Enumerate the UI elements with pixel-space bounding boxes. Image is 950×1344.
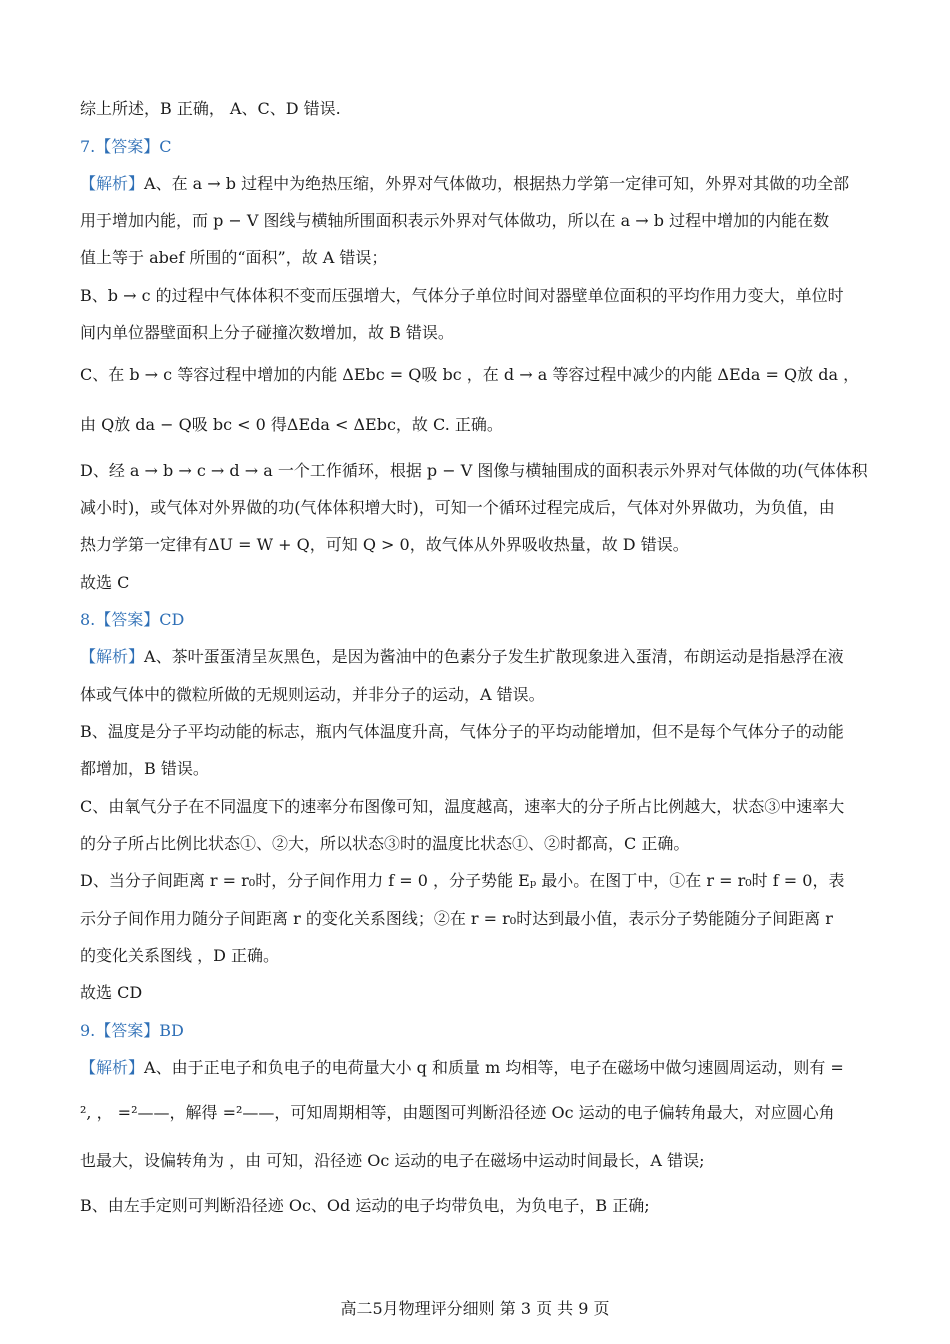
text-line: ², ， =²——，解得 =²——，可知周期相等，由题图可判断沿径迹 Oc 运动的电子偏转角最大，对应圆心角: [80, 1103, 835, 1122]
text-line: 由 Q放 da − Q吸 bc < 0 得ΔEda < ΔEbc，故 C. 正确。: [80, 415, 503, 434]
text-line: 体或气体中的微粒所做的无规则运动，并非分子的运动，A 错误。: [80, 685, 545, 704]
answer-heading: 8.【答案】CD: [80, 610, 185, 629]
answer-heading: 7.【答案】C: [80, 137, 172, 156]
text-line: 用于增加内能，而 p − V 图线与横轴所围面积表示外界对气体做功，所以在 a → b 过程中增加的内能在数: [80, 211, 830, 230]
text-line: B、由左手定则可判断沿径迹 Oc、Od 运动的电子均带负电，为负电子，B 正确;: [80, 1196, 650, 1215]
text-line: 也最大，设偏转角为 ，由 可知，沿径迹 Oc 运动的电子在磁场中运动时间最长，A 错误;: [80, 1151, 705, 1170]
analysis-line: 【解析】A、在 a → b 过程中为绝热压缩，外界对气体做功，根据热力学第一定律可知，外界对其做的功全部: [80, 174, 850, 193]
formula-continuation: ， =²——，解得 =²——，可知周期相等，由题图可判断沿径迹 Oc 运动的电子偏转角最大，对应圆心角: [96, 1103, 835, 1122]
analysis-line: 【解析】A、由于正电子和负电子的电荷量大小 q 和质量 m 均相等，电子在磁场中做匀速圆周运动，则有 =: [80, 1058, 844, 1077]
text-line: C、在 b → c 等容过程中增加的内能 ΔEbc = Q吸 bc ，在 d → a 等容过程中减少的内能 ΔEda = Q放 da ，: [80, 365, 860, 384]
text-line: 故选 C: [80, 573, 130, 592]
text-line: 间内单位器壁面积上分子碰撞次数增加，故 B 错误。: [80, 323, 454, 342]
text-line: 热力学第一定律有ΔU = W + Q，可知 Q > 0，故气体从外界吸收热量，故 D 错误。: [80, 535, 689, 554]
analysis-line: 【解析】A、茶叶蛋蛋清呈灰黑色，是因为酱油中的色素分子发生扩散现象进入蛋清，布朗运动是指悬浮在液: [80, 647, 844, 666]
text-line: C、由氧气分子在不同温度下的速率分布图像可知，温度越高，速率大的分子所占比例越大，状态③中速率大: [80, 797, 845, 816]
text-line: 故选 CD: [80, 983, 143, 1002]
text-line: 都增加，B 错误。: [80, 759, 209, 778]
page-footer: 高二5月物理评分细则 第 3 页 共 9 页: [340, 1299, 610, 1318]
text-line: B、温度是分子平均动能的标志，瓶内气体温度升高，气体分子的平均动能增加，但不是每个气体分子的动能: [80, 722, 844, 741]
text-line: 的变化关系图线 ，D 正确。: [80, 946, 280, 965]
text-line: D、当分子间距离 r = r₀时，分子间作用力 f = 0 ，分子势能 Eₚ 最小。在图丁中，①在 r = r₀时 f = 0，表: [80, 871, 845, 890]
answer-heading: 9.【答案】BD: [80, 1021, 184, 1040]
text-line: 的分子所占比例比状态①、②大，所以状态③时的温度比状态①、②时都高，C 正确。: [80, 834, 690, 853]
text-line: 减小时)，或气体对外界做的功(气体体积增大时)，可知一个循环过程完成后，气体对外界做功，为负值，由: [80, 498, 835, 517]
text-line: 综上所述，B 正确， A、C、D 错误.: [80, 99, 341, 118]
text-line: 示分子间作用力随分子间距离 r 的变化关系图线；②在 r = r₀时达到最小值，表示分子势能随分子间距离 r: [80, 909, 833, 928]
text-line: B、b → c 的过程中气体体积不变而压强增大，气体分子单位时间对器壁单位面积的平均作用力变大，单位时: [80, 286, 844, 305]
text-line: 值上等于 abef 所围的“面积”，故 A 错误；: [80, 248, 388, 267]
text-line: D、经 a → b → c → d → a 一个工作循环，根据 p − V 图像与横轴围成的面积表示外界对气体做的功(气体体积: [80, 461, 868, 480]
